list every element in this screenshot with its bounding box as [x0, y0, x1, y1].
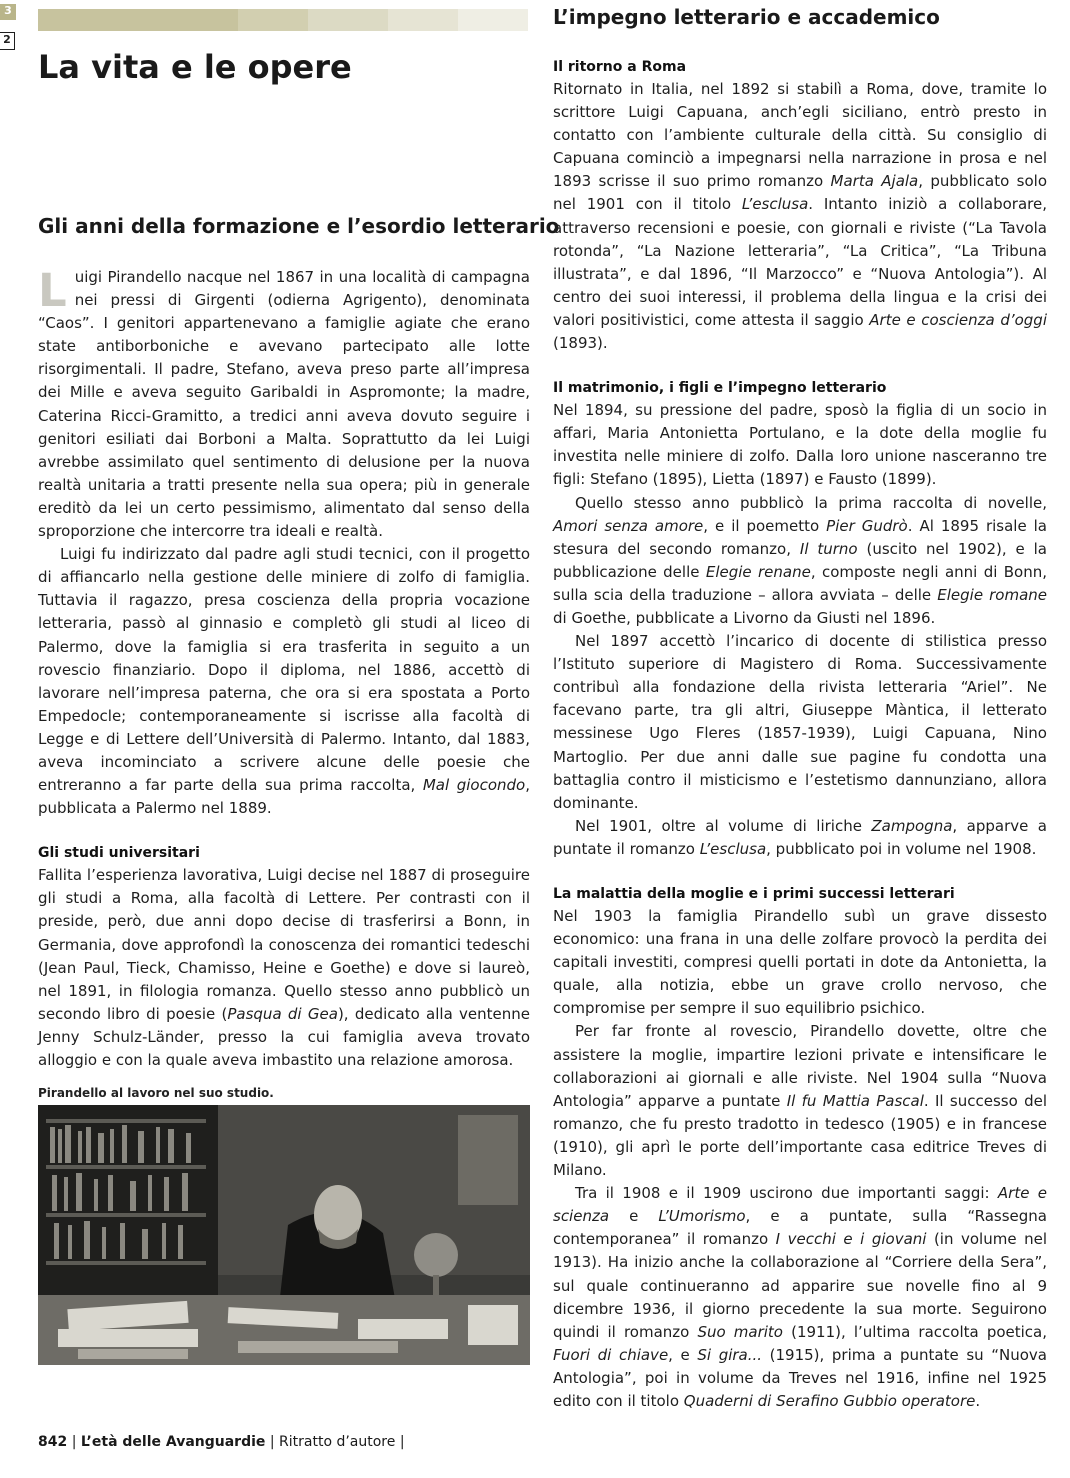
page-title: La vita e le opere: [38, 48, 352, 86]
paragraph: [38, 266, 530, 543]
text: uigi Pirandello nacque nel 1867 in una località di campagna nei pressi di Girgenti (odierna Agrigento), denominata “Caos”. I genitori appartenevano a famiglie agiate che erano state antiborboniche e avevano partecipato alle lotte risorgimentali. Il padre, Stefano, aveva preso parte all’impresa dei Mille e aveva seguito Garibaldi in Aspromonte; la madre, Caterina Ricci-Gramitto, a tredici anni aveva dovuto seguire i genitori esiliati dai Borboni a Malta. Soprattutto da lei Luigi avrebbe assimilato quel sentimento di delusione per la nuova realtà unitaria a tratti presente nella sua opera; più in generale ereditò da lei un certo pessimismo, alimentato dal senso della sproporzione che intercorre tra ideali e realtà.: [38, 268, 530, 541]
text: , pubblicato poi in volume nel 1908.: [766, 839, 1037, 858]
section-tab-2: 2: [0, 32, 15, 50]
text: (1911), l’ultima raccolta poetica,: [782, 1322, 1048, 1341]
book-title: Quaderni di Serafino Gubbio operatore: [683, 1391, 976, 1410]
book-title: Pasqua di Gea: [227, 1004, 338, 1023]
paragraph: [38, 864, 530, 1072]
paragraph: Nel 1903 la famiglia Pirandello subì un grave dissesto economico: una frana in una delle zolfare provocò la perdita dei capitali investiti, compresi quelli portati in dote da Antonietta, la quale, alla notizia, ebbe un grave crollo nervoso, che compromise per sempre il suo equilibrio psichico.: [553, 907, 1047, 1018]
footer-separator: |: [399, 1434, 405, 1450]
text: di Goethe, pubblicate a Livorno da Giusti nel 1896.: [553, 608, 936, 627]
text: Nel 1901, oltre al volume di liriche: [575, 816, 872, 835]
text: Luigi fu indirizzato dal padre agli studi tecnici, con il progetto di affiancarlo nella gestione delle miniere di zolfo di famiglia. Tuttavia il ragazzo, presa coscienza della propria vocazione letteraria, passò al ginnasio e completò gli studi al liceo di Palermo, dove la famiglia si era trasferita in seguito a un rovescio finanziario. Dopo il diploma, nel 1886, accettò di lavorare nell’impresa paterna, che ora si era spostata a Porto Empedocle; contemporaneamente si iscrisse alla facoltà di Legge e di Lettere dell’Università di Palermo. Intanto, dal 1883, aveva incominciato a scrivere alcune delle poesie che entreranno a far parte della sua prima raccolta,: [38, 545, 530, 795]
book-title: Si gira...: [697, 1345, 763, 1364]
book-title: L’esclusa: [741, 195, 809, 214]
left-column: [38, 266, 530, 1072]
subheading-malattia: La malattia della moglie e i primi successi letterari: [553, 886, 955, 902]
footer-separator: |: [71, 1434, 77, 1450]
footer-separator: |: [269, 1434, 275, 1450]
right-column: [553, 56, 1047, 1413]
paragraph: Nel 1894, su pressione del padre, sposò la figlia di un socio in affari, Maria Antonietta Portulano, e la dote della moglie fu investita nelle miniere di zolfo. Dalla loro unione nasceranno tre figli: Stefano (1895), Lietta (1897) e Fausto (1899).: [553, 401, 1047, 489]
text: , apparve a puntate il romanzo: [553, 816, 1048, 858]
subheading-roma: Il ritorno a Roma: [553, 59, 687, 75]
paragraph: [553, 78, 1047, 355]
section-title-impegno: L’impegno letterario e accademico: [553, 5, 940, 29]
footer-volume: L’età delle Avanguardie: [80, 1434, 266, 1450]
page-number: 842: [38, 1434, 68, 1450]
paragraph: [553, 1182, 1047, 1413]
photo-caption: Pirandello al lavoro nel suo studio.: [38, 1086, 274, 1100]
text: . Al 1895 risale la stesura del secondo romanzo,: [553, 516, 1047, 558]
text: (in volume nel 1913). Ha inizio anche la collaborazione al “Corriere della Sera”, sul quale continueranno ad apparire sue novelle fino al 9 dicembre 1936, il giorno precedente la sua morte. Seguirono quindi il romanzo: [553, 1230, 1047, 1341]
paragraph: [38, 543, 530, 820]
text: .: [975, 1391, 981, 1410]
text: ), dedicato alla ventenne Jenny Schulz-Länder, presso la cui famiglia aveva trovato alloggio e con la quale aveva imbastito una relazione amorosa.: [38, 1004, 531, 1069]
book-title: L’Umorismo: [658, 1207, 746, 1226]
paragraph: [553, 1020, 1047, 1182]
paragraph: Nel 1897 accettò l’incarico di docente di stilistica presso l’Istituto superiore di Magistero di Roma. Successivamente contribuì alla fondazione della rivista letteraria “Ariel”. Ne facevano parte, tra gli altri, Giuseppe Màntica, il letterato messinese Ugo Fleres (1857-1939), Luigi Capuana, Nino Martoglio. Per due anni dalle sue pagine fu condotta una battaglia contro il misticismo e l’estetismo dannunziano, allora dominante.: [553, 632, 1047, 812]
text: Fallita l’esperienza lavorativa, Luigi decise nel 1887 di proseguire gli studi a Roma, alla facoltà di Lettere. Per contrasti con il preside, però, due anni dopo decise di trasferirsi a Bonn, in Germania, dove approfondì la conoscenza dei romantici tedeschi (Jean Paul, Tieck, Chamisso, Heine e Goethe) e dove si laureò, nel 1891, in filologia romanza. Quello stesso anno pubblicò un secondo libro di poesie (: [38, 866, 530, 1023]
book-title: Suo marito: [697, 1322, 783, 1341]
text: (1915), prima a puntate su “Nuova Antologia”, poi in volume da Treves nel 1916, infine nel 1925 edito con il titolo: [553, 1345, 1047, 1410]
book-title: Elegie romane: [937, 585, 1048, 604]
book-title: Elegie renane: [705, 562, 811, 581]
banner-segment: [458, 9, 528, 31]
book-title: Zampogna: [871, 816, 953, 835]
banner-segment: [238, 9, 308, 31]
text: , e il poemetto: [703, 516, 827, 535]
text: , pubblicato solo nel 1901 con il titolo: [553, 172, 1047, 214]
footer-section: Ritratto d’autore: [279, 1434, 396, 1450]
text: e: [609, 1207, 659, 1226]
book-title: Arte e scienza: [553, 1184, 1047, 1226]
text: Per far fronte al rovescio, Pirandello dovette, oltre che assistere la moglie, impartire lezioni private e intensificare le collaborazioni ai giornali e alle riviste. Nel 1904 sulla “Nuova Antologia” apparve a puntate: [553, 1022, 1047, 1110]
text: Ritornato in Italia, nel 1892 si stabilì a Roma, dove, tramite lo scrittore Luigi Capuana, anch’egli siciliano, entrò presto in contatto con l’ambiente culturale della città. Su consiglio di Capuana cominciò a impegnarsi nella narrazione in prosa e nel 1893 scrisse il suo primo romanzo: [553, 80, 1047, 191]
text: Quello stesso anno pubblicò la prima raccolta di novelle,: [575, 493, 1047, 512]
pirandello-photo: [38, 1105, 530, 1365]
book-title: Mal giocondo: [422, 776, 526, 795]
photo-illustration: [38, 1105, 530, 1365]
section-tab-3: 3: [0, 4, 16, 20]
book-title: Arte e coscienza d’oggi: [869, 310, 1047, 329]
text: Tra il 1908 e il 1909 uscirono due importanti saggi:: [575, 1184, 998, 1203]
text: , e: [668, 1345, 698, 1364]
book-title: Fuori di chiave: [553, 1345, 669, 1364]
text: , pubblicata a Palermo nel 1889.: [38, 776, 530, 818]
paragraph: [553, 815, 1047, 861]
text: (1893).: [553, 334, 608, 353]
book-title: Marta Ajala: [830, 172, 919, 191]
book-title: Pier Gudrò: [826, 516, 908, 535]
header-banner: [38, 9, 528, 31]
book-title: Il turno: [799, 539, 858, 558]
text: , composte negli anni di Bonn, sulla scia della traduzione – allora avviata – delle: [553, 562, 1048, 604]
banner-segment: [388, 9, 458, 31]
text: (uscito nel 1902), e la pubblicazione delle: [553, 539, 1047, 581]
section-title-formazione: Gli anni della formazione e l’esordio letterario: [38, 214, 560, 238]
book-title: I vecchi e i giovani: [775, 1230, 927, 1249]
banner-segment: [38, 9, 238, 31]
book-title: Il fu Mattia Pascal: [786, 1091, 924, 1110]
subheading-studi: Gli studi universitari: [38, 845, 200, 862]
book-title: L’esclusa: [699, 839, 767, 858]
paragraph: [553, 492, 1047, 631]
book-title: Amori senza amore: [553, 516, 704, 535]
text: . Il successo del romanzo, che fu presto tradotto in tedesco (1905) e in francese (1910), gli aprì le porte dell’importante casa editrice Treves di Milano.: [553, 1091, 1047, 1180]
banner-segment: [308, 9, 388, 31]
page-footer: [38, 1434, 405, 1450]
text: . Intanto iniziò a collaborare, attraverso recensioni e poesie, con giornali e riviste (“La Tavola rotonda”, “La Nazione letteraria”, “La Critica”, “La Tribuna illustrata”, e dal 1896, “Il Marzocco” e “Nuova Antologia”). Al centro dei suoi interessi, il problema della lingua e la crisi dei valori positivistici, come attesta il saggio: [553, 195, 1047, 329]
drop-cap: L: [38, 264, 67, 317]
subheading-matrimonio: Il matrimonio, i figli e l’impegno letterario: [553, 380, 887, 397]
text: , e a puntate, sulla “Rassegna contemporanea” il romanzo: [553, 1207, 1047, 1249]
